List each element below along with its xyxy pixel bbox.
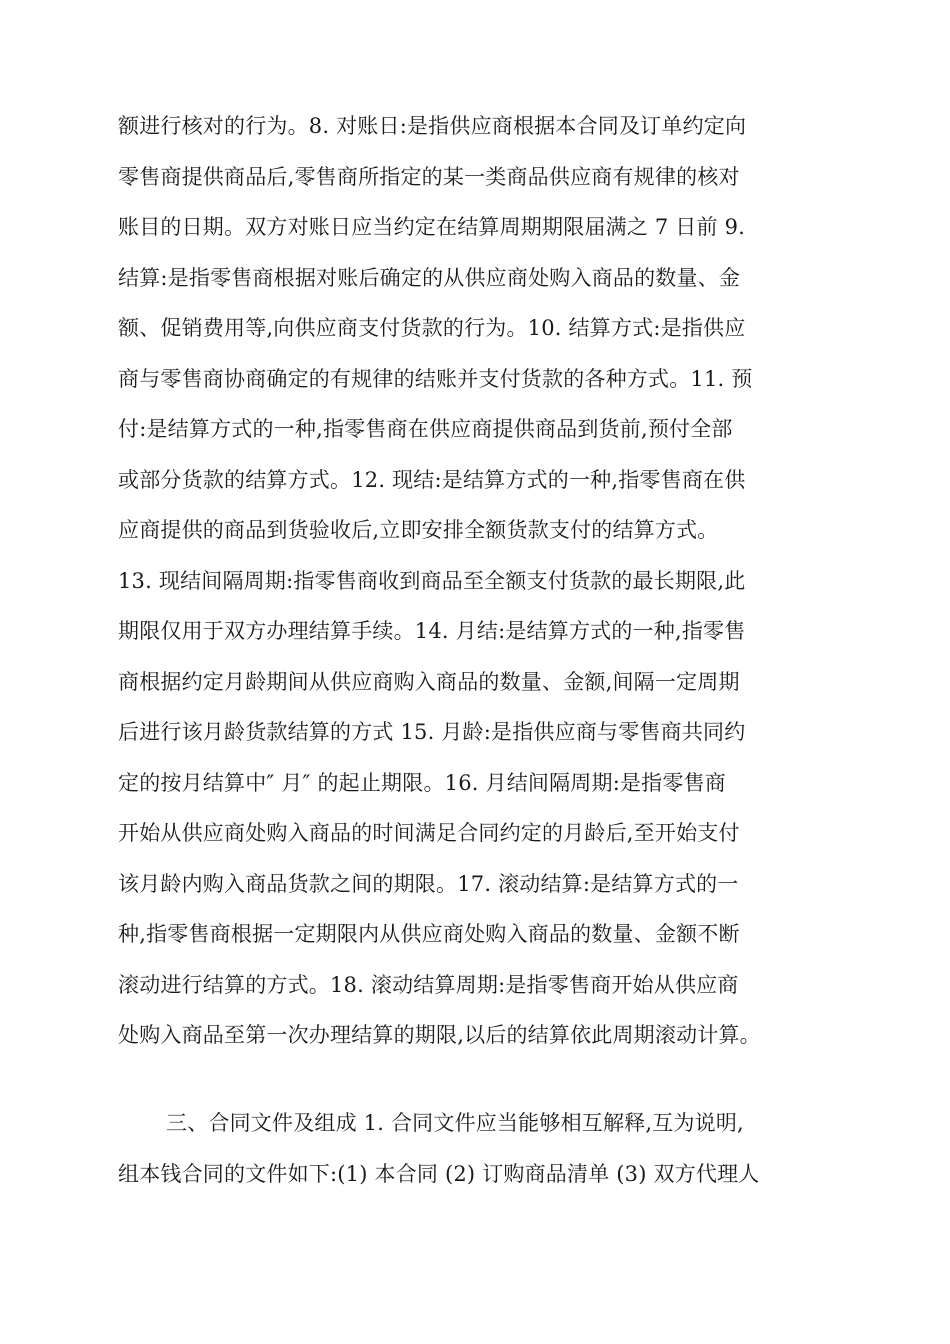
text-line: 额进行核对的行为。8. 对账日:是指供应商根据本合同及订单约定向 [118,114,747,138]
paragraph-definitions [118,101,838,1061]
text-line: 账目的日期。双方对账日应当约定在结算周期期限届满之 7 日前 9. [118,215,746,239]
text-line: 付:是结算方式的一种,指零售商在供应商提供商品到货前,预付全部 [118,417,733,441]
text-line: 开始从供应商处购入商品的时间满足合同约定的月龄后,至开始支付 [118,821,740,845]
text-line: 零售商提供商品后,零售商所指定的某一类商品供应商有规律的核对 [118,164,740,189]
text-line: 滚动进行结算的方式。18. 滚动结算周期:是指零售商开始从供应商 [118,972,739,997]
text-line: 或部分货款的结算方式。12. 现结:是结算方式的一种,指零售商在供 [118,467,746,492]
text-line: 13. 现结间隔周期:指零售商收到商品至全额支付货款的最长期限,此 [118,568,746,593]
text-line: 该月龄内购入商品货款之间的期限。17. 滚动结算:是结算方式的一 [118,871,739,896]
text-line: 后进行该月龄货款结算的方式 15. 月龄:是指供应商与零售商共同约 [118,720,746,744]
text-line: 额、促销费用等,向供应商支付货款的行为。10. 结算方式:是指供应 [118,316,746,340]
text-line: 三、合同文件及组成 1. 合同文件应当能够相互解释,互为说明, [166,1111,744,1135]
text-line: 商根据约定月龄期间从供应商购入商品的数量、金额,间隔一定周期 [118,669,740,694]
text-line: 处购入商品至第一次办理结算的期限,以后的结算依此周期滚动计算。 [118,1023,761,1047]
text-line: 结算:是指零售商根据对账后确定的从供应商处购入商品的数量、金 [118,265,741,290]
text-line: 期限仅用于双方办理结算手续。14. 月结:是结算方式的一种,指零售 [118,619,746,643]
text-line: 种,指零售商根据一定期限内从供应商处购入商品的数量、金额不断 [118,922,740,946]
text-line: 定的按月结算中″ 月″ 的起止期限。16. 月结间隔周期:是指零售商 [118,770,726,795]
paragraph-contract-documents [118,1098,838,1199]
text-line: 组本钱合同的文件如下:(1) 本合同 (2) 订购商品清单 (3) 双方代理人 [118,1161,760,1186]
text-line: 商与零售商协商确定的有规律的结账并支付货款的各种方式。11. 预 [118,366,753,391]
text-line: 应商提供的商品到货验收后,立即安排全额货款支付的结算方式。 [118,518,719,542]
